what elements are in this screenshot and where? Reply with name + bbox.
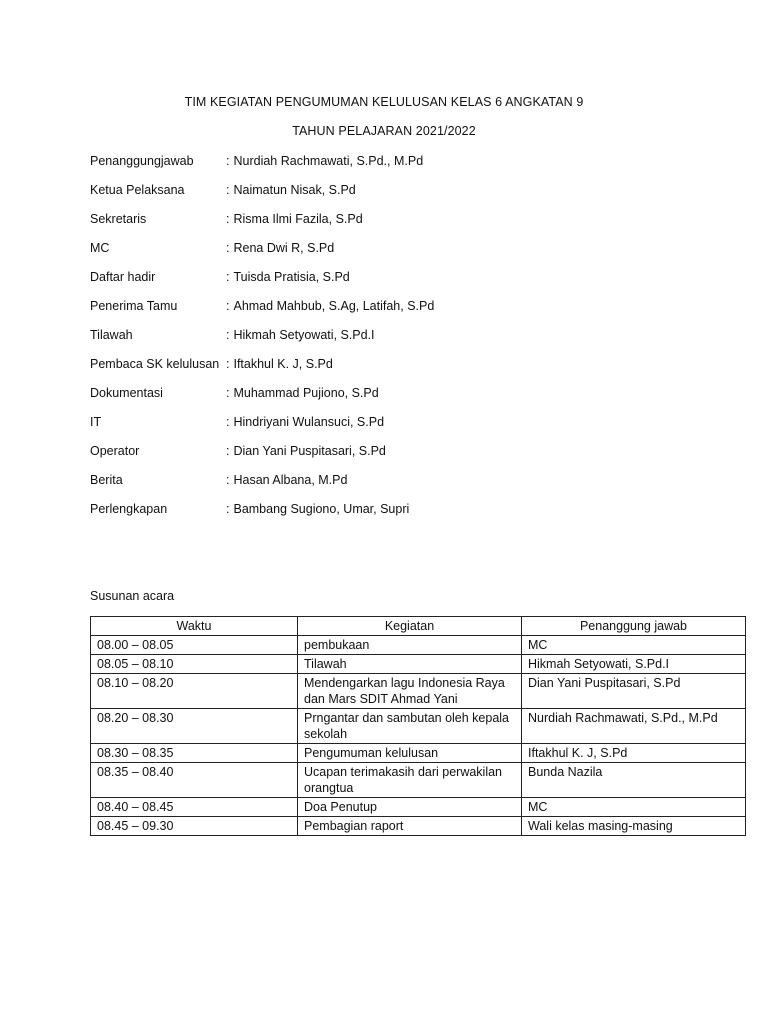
table-row [91,798,746,817]
team-role: Operator [90,444,140,458]
team-role: Penanggungjawab [90,154,194,168]
team-member [226,211,363,227]
team-role: Berita [90,473,123,487]
team-row [90,385,690,414]
team-role: Pembaca SK kelulusan [90,357,220,371]
cell-pic: Wali kelas masing-masing [522,817,746,836]
cell-activity: Mendengarkan lagu Indonesia Raya dan Mars SDIT Ahmad Yani [298,674,522,709]
document-subtitle: TAHUN PELAJARAN 2021/2022 [292,124,476,138]
team-role: Tilawah [90,328,133,342]
team-role: IT [90,415,102,429]
separator: : [226,183,230,197]
cell-pic: Hikmah Setyowati, S.Pd.I [522,655,746,674]
cell-pic: Bunda Nazila [522,763,746,798]
schedule-heading: Susunan acara [90,589,175,603]
team-member [226,240,334,256]
separator: : [226,357,230,371]
table-header-row [91,617,746,636]
team-row [90,443,690,472]
team-member-name: Muhammad Pujiono, S.Pd [233,386,379,400]
cell-activity: Pengumuman kelulusan [298,744,522,763]
team-role: Ketua Pelaksana [90,183,185,197]
team-member-name: Ahmad Mahbub, S.Ag, Latifah, S.Pd [233,299,435,313]
team-row [90,356,690,385]
cell-activity: Tilawah [298,655,522,674]
team-member [226,182,356,198]
cell-pic: Iftakhul K. J, S.Pd [522,744,746,763]
cell-time: 08.45 – 09.30 [91,817,298,836]
team-row [90,153,690,182]
separator: : [226,154,230,168]
team-role: MC [90,241,110,255]
schedule-table [90,616,746,836]
team-member-name: Iftakhul K. J, S.Pd [233,357,333,371]
column-header-activity: Kegiatan [298,617,522,636]
cell-time: 08.10 – 08.20 [91,674,298,709]
cell-time: 08.40 – 08.45 [91,798,298,817]
team-member [226,153,423,169]
team-member [226,414,384,430]
team-row [90,182,690,211]
team-member-name: Hasan Albana, M.Pd [233,473,348,487]
team-member-name: Rena Dwi R, S.Pd [233,241,335,255]
cell-activity: Prngantar dan sambutan oleh kepala sekolah [298,709,522,744]
team-role: Penerima Tamu [90,299,178,313]
team-member-name: Bambang Sugiono, Umar, Supri [233,502,410,516]
team-member [226,443,386,459]
cell-time: 08.05 – 08.10 [91,655,298,674]
team-member [226,472,347,488]
team-row [90,414,690,443]
team-member [226,327,375,343]
team-row [90,211,690,240]
cell-activity: Pembagian raport [298,817,522,836]
team-row [90,472,690,501]
team-role: Sekretaris [90,212,147,226]
column-header-pic: Penanggung jawab [522,617,746,636]
table-row [91,636,746,655]
column-header-time: Waktu [91,617,298,636]
separator: : [226,473,230,487]
table-row [91,655,746,674]
team-role: Daftar hadir [90,270,156,284]
table-row [91,817,746,836]
cell-pic: Nurdiah Rachmawati, S.Pd., M.Pd [522,709,746,744]
team-row [90,240,690,269]
document-title: TIM KEGIATAN PENGUMUMAN KELULUSAN KELAS 6 ANGKATAN 9 [184,95,584,109]
team-member [226,269,350,285]
separator: : [226,270,230,284]
separator: : [226,241,230,255]
separator: : [226,444,230,458]
team-member-name: Hindriyani Wulansuci, S.Pd [233,415,385,429]
table-row [91,744,746,763]
table-row [91,709,746,744]
separator: : [226,386,230,400]
table-row [91,674,746,709]
team-member-name: Risma Ilmi Fazila, S.Pd [233,212,363,226]
team-list [90,153,690,530]
cell-activity: pembukaan [298,636,522,655]
team-row [90,298,690,327]
cell-activity: Ucapan terimakasih dari perwakilan orangtua [298,763,522,798]
cell-pic: MC [522,636,746,655]
cell-time: 08.00 – 08.05 [91,636,298,655]
cell-activity: Doa Penutup [298,798,522,817]
separator: : [226,415,230,429]
team-member-name: Naimatun Nisak, S.Pd [233,183,356,197]
team-role: Dokumentasi [90,386,163,400]
team-member-name: Hikmah Setyowati, S.Pd.I [233,328,375,342]
team-row [90,501,690,530]
separator: : [226,328,230,342]
team-member [226,385,379,401]
separator: : [226,299,230,313]
cell-time: 08.30 – 08.35 [91,744,298,763]
cell-time: 08.35 – 08.40 [91,763,298,798]
table-row [91,763,746,798]
team-member-name: Dian Yani Puspitasari, S.Pd [233,444,386,458]
team-member [226,501,409,517]
separator: : [226,502,230,516]
cell-time: 08.20 – 08.30 [91,709,298,744]
team-member [226,356,333,372]
team-member-name: Tuisda Pratisia, S.Pd [233,270,350,284]
cell-pic: Dian Yani Puspitasari, S.Pd [522,674,746,709]
separator: : [226,212,230,226]
cell-pic: MC [522,798,746,817]
team-row [90,269,690,298]
team-member-name: Nurdiah Rachmawati, S.Pd., M.Pd [233,154,424,168]
team-role: Perlengkapan [90,502,168,516]
team-member [226,298,434,314]
team-row [90,327,690,356]
